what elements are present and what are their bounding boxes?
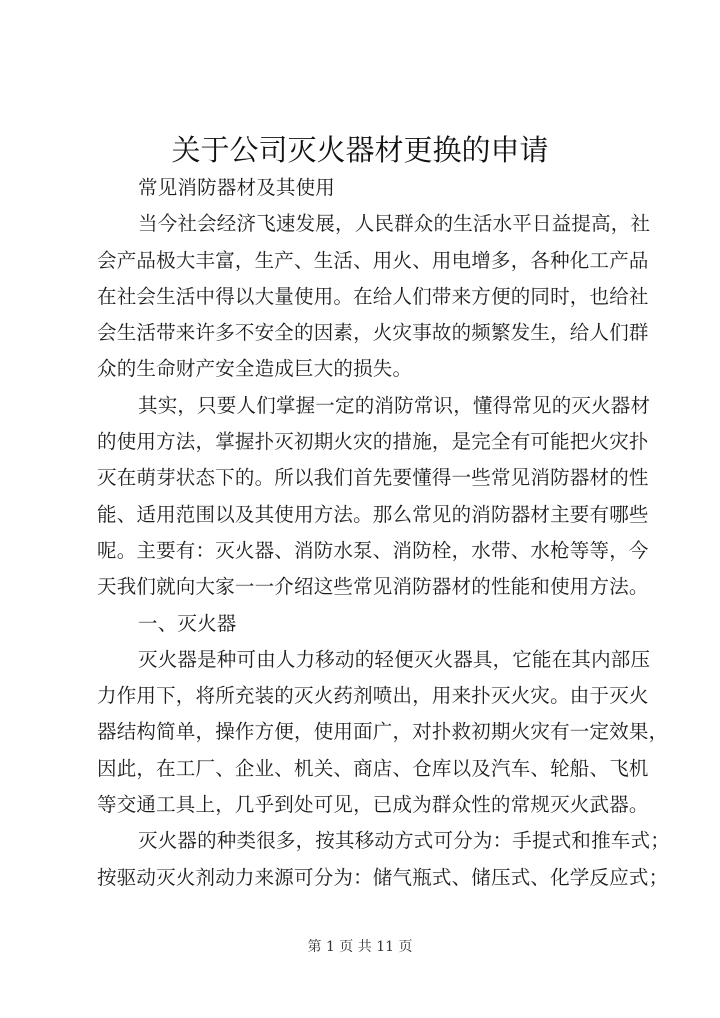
- body-line: 因此，在工厂、企业、机关、商店、仓库以及汽车、轮船、飞机: [97, 756, 649, 780]
- body-line: 当今社会经济飞速发展，人民群众的生活水平日益提高，社: [138, 212, 651, 236]
- body-line: 力作用下，将所充装的灭火药剂喷出，用来扑灭火灾。由于灭火: [97, 684, 649, 708]
- page-number-footer: 第 1 页 共 11 页: [307, 939, 413, 955]
- body-line: 的使用方法，掌握扑灭初期火灾的措施，是完全有可能把火灾扑: [97, 430, 649, 454]
- document-title: 关于公司灭火器材更换的申请: [171, 133, 549, 167]
- body-line: 众的生命财产安全造成巨大的损失。: [97, 357, 413, 381]
- body-line: 灭火器的种类很多，按其移动方式可分为：手提式和推车式；: [138, 829, 670, 853]
- body-line: 其实，只要人们掌握一定的消防常识，懂得常见的灭火器材: [138, 393, 651, 417]
- body-line: 能、适用范围以及其使用方法。那么常见的消防器材主要有哪些: [97, 502, 649, 526]
- body-line: 灭在萌芽状态下的。所以我们首先要懂得一些常见消防器材的性: [97, 466, 649, 490]
- body-line: 会生活带来许多不安全的因素，火灾事故的频繁发生，给人们群: [97, 321, 649, 345]
- body-line: 天我们就向大家一一介绍这些常见消防器材的性能和使用方法。: [97, 575, 649, 599]
- body-line: 灭火器是种可由人力移动的轻便灭火器具，它能在其内部压: [138, 647, 651, 671]
- document-body: [97, 170, 672, 896]
- body-line: 器结构简单，操作方便，使用面广，对扑救初期火灾有一定效果，: [97, 720, 669, 744]
- body-line: 等交通工具上，几乎到处可见，已成为群众性的常规灭火武器。: [97, 793, 649, 817]
- body-line: 在社会生活中得以大量使用。在给人们带来方便的同时，也给社: [97, 284, 649, 308]
- body-line: 按驱动灭火剂动力来源可分为：储气瓶式、储压式、化学反应式；: [97, 865, 669, 889]
- section-heading: 一、灭火器: [138, 611, 237, 635]
- body-line: 呢。主要有：灭火器、消防水泵、消防栓，水带、水枪等等，今: [97, 538, 649, 562]
- body-line: 会产品极大丰富，生产、生活、用火、用电增多，各种化工产品: [97, 248, 649, 272]
- body-line: 常见消防器材及其使用: [138, 176, 336, 199]
